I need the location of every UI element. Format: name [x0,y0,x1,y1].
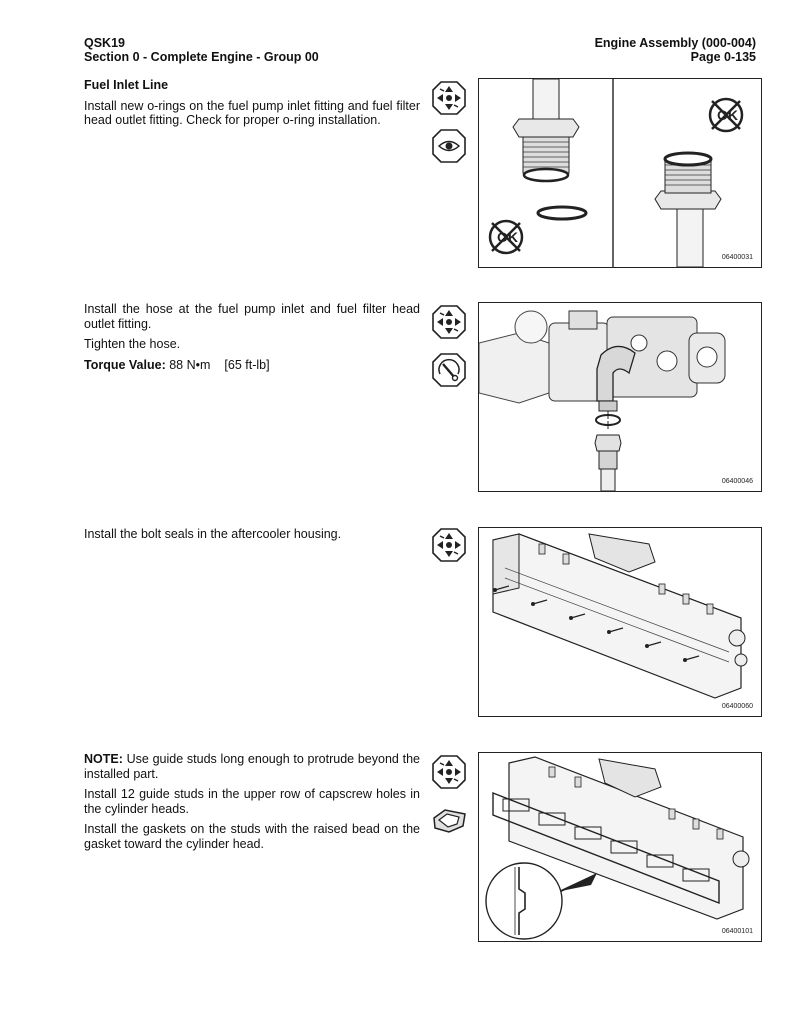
step-title: Fuel Inlet Line [84,78,169,92]
step3-icons [431,527,467,575]
step-install-hose [84,302,420,378]
assembly-icon [431,527,467,563]
figure-code: 06400101 [721,928,753,935]
note-text: Use guide studs long enough to protrude beyond the installed part. [84,752,420,781]
torque-imperial: [65 ft-lb] [224,357,270,372]
figure-o-ring-fittings [478,78,762,268]
step1-icons [431,80,467,176]
svg-text:OK: OK [497,229,518,245]
step4-icons [431,754,467,850]
svg-text:OK: OK [717,107,738,123]
step-guide-studs-gaskets [84,752,420,857]
header-right [595,36,756,64]
figure-fuel-pump-hose [478,302,762,492]
page-number: Page 0-135 [690,50,756,64]
model-name: QSK19 [84,36,125,50]
figure-code: 06400046 [721,478,753,485]
assembly-icon [431,80,467,116]
section-title: Section 0 - Complete Engine - Group 00 [84,50,319,64]
figure-code: 06400031 [721,254,753,261]
gasket-icon [431,802,467,838]
step-text-gaskets: Install the gaskets on the studs with the raised bead on the gasket toward the cylinder head. [84,822,420,851]
figure-code: 06400060 [721,703,753,710]
inspect-icon [431,128,467,164]
assembly-icon [431,754,467,790]
step-text: Install new o-rings on the fuel pump inlet fitting and fuel filter head outlet fitting. Check for proper o-ring installation. [84,98,420,127]
torque-value [84,358,420,373]
header-left [84,36,319,64]
torque-metric: 88 N•m [169,357,211,372]
step-text-studs: Install 12 guide studs in the upper row of capscrew holes in the cylinder heads. [84,787,420,816]
figure-aftercooler-housing [478,527,762,717]
torque-icon [431,352,467,388]
assembly-icon [431,304,467,340]
step-bolt-seals [84,527,420,548]
step-text: Install the bolt seals in the aftercooler housing. [84,527,342,541]
note-label: NOTE: [84,752,123,766]
assembly-title: Engine Assembly (000-004) [594,36,756,50]
step-text: Install the hose at the fuel pump inlet and fuel filter head outlet fitting. [84,302,420,331]
step-fuel-inlet-line [84,78,420,134]
torque-label: Torque Value: [84,357,166,372]
figure-guide-studs-gaskets [478,752,762,942]
step-text-tighten: Tighten the hose. [84,337,181,351]
step2-icons [431,304,467,400]
note [84,752,420,781]
